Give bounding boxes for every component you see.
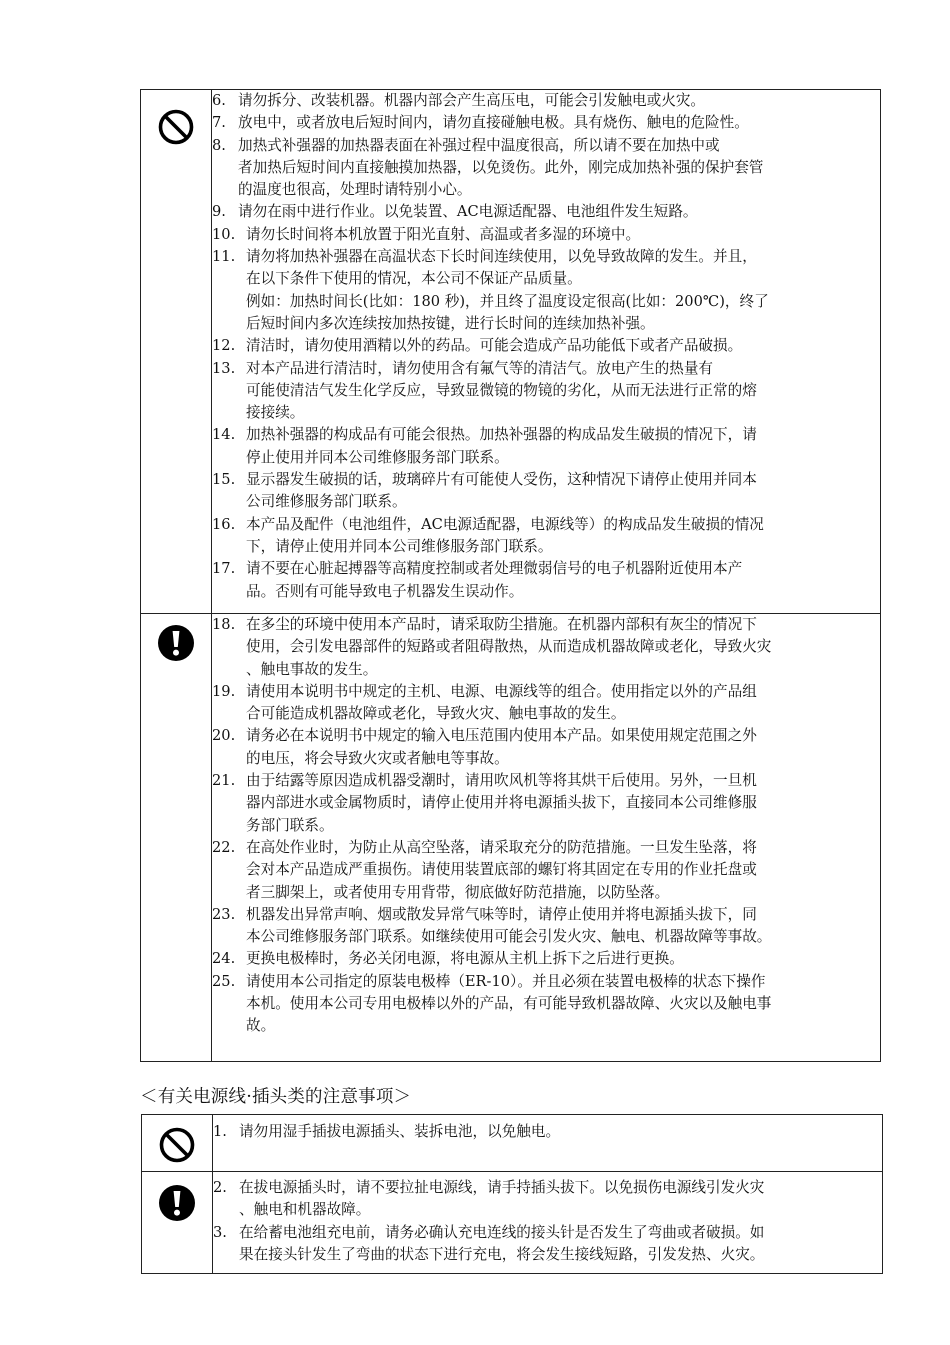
list-item <box>212 224 880 246</box>
item-text <box>246 469 880 514</box>
item-number: 20. <box>212 727 236 745</box>
list-item <box>212 246 880 335</box>
item-text-line: 器内部进水或金属物质时，请停止使用并将电源插头拔下，直接同本公司维修服 <box>246 794 757 812</box>
prohibit-list <box>212 90 880 603</box>
item-number: 21. <box>212 772 236 790</box>
item-text-line: 下，请停止使用并同本公司维修服务部门联系。 <box>246 537 553 555</box>
prohibit-text-cell <box>212 90 881 614</box>
prohibit-text-cell-2 <box>213 1115 883 1172</box>
list-item <box>212 90 880 112</box>
list-item <box>212 770 880 837</box>
list-item <box>212 514 880 559</box>
item-number: 1. <box>213 1123 227 1140</box>
item-text <box>246 224 880 246</box>
item-text-line: 的电压，将会导致火灾或者触电等事故。 <box>246 749 509 767</box>
item-text-line: 清洁时，请勿使用酒精以外的药品。可能会造成产品功能低下或者产品破损。 <box>246 337 743 355</box>
item-text-line: 例如：加热时间长(比如：180 秒)，并且终了温度设定很高(比如：200℃)，终了 <box>246 292 769 310</box>
item-number: 25. <box>212 972 236 990</box>
item-text-line: 接接续。 <box>246 404 305 422</box>
item-text <box>246 614 880 681</box>
item-number: 15. <box>212 471 236 489</box>
prohibit-row <box>141 90 881 614</box>
item-text-line: 在多尘的环境中使用本产品时，请采取防尘措施。在机器内部积有灰尘的情况下 <box>246 616 757 633</box>
item-text-line: 本公司维修服务部门联系。如继续使用可能会引发火灾、触电、机器故障等事故。 <box>246 928 772 946</box>
list-item <box>213 1177 882 1222</box>
item-text-line: 、触电和机器故障。 <box>239 1201 371 1219</box>
item-number: 19. <box>212 682 236 700</box>
item-number: 10. <box>212 225 236 243</box>
item-text-line: 后短时间内多次连续按加热按键，进行长时间的连续加热补强。 <box>246 314 655 332</box>
item-text-line: 者加热后短时间内直接触摸加热器，以免烫伤。此外，刚完成加热补强的保护套管 <box>238 158 764 176</box>
list-item <box>212 358 880 425</box>
list-item <box>212 904 880 949</box>
item-text <box>238 135 880 202</box>
item-text <box>239 1121 882 1143</box>
prohibit-list-2 <box>213 1121 882 1143</box>
item-text-line: 请勿拆分、改装机器。机器内部会产生高压电，可能会引发触电或火灾。 <box>238 92 706 109</box>
mandatory-text-cell <box>212 614 881 1062</box>
mandatory-row-2 <box>142 1172 883 1274</box>
list-item <box>212 112 880 134</box>
item-text <box>246 837 880 904</box>
item-text-line: 本产品及配件（电池组件，AC电源适配器，电源线等）的构成品发生破损的情况 <box>246 515 764 533</box>
item-number: 2. <box>213 1179 227 1196</box>
item-text-line: 品。否则有可能导致电子机器发生误动作。 <box>246 582 524 600</box>
item-text-line: 请勿用湿手插拔电源插头、装拆电池，以免触电。 <box>239 1123 561 1140</box>
item-text-line: 显示器发生破损的话，玻璃碎片有可能使人受伤，这种情况下请停止使用并同本 <box>246 471 757 489</box>
section-title: ＜有关电源线·插头类的注意事项＞ <box>140 1087 412 1107</box>
item-number: 7. <box>212 114 226 132</box>
list-item <box>212 135 880 202</box>
exclamation-icon <box>158 1184 196 1222</box>
item-text-line: 在给蓄电池组充电前，请务必确认充电连线的接头针是否发生了弯曲或者破损。如 <box>239 1223 765 1241</box>
item-number: 22. <box>212 838 236 856</box>
item-number: 12. <box>212 337 236 355</box>
prohibit-row-2 <box>142 1115 883 1172</box>
list-item <box>213 1121 882 1143</box>
mandatory-list <box>212 614 880 1038</box>
item-text-line: 在高处作业时，为防止从高空坠落，请采取充分的防范措施。一旦发生坠落，将 <box>246 838 757 856</box>
warning-table-2 <box>141 1114 883 1274</box>
list-item <box>212 971 880 1038</box>
item-text <box>246 558 880 603</box>
item-text-line: 在拔电源插头时，请不要拉扯电源线，请手持插头拔下。以免损伤电源线引发火灾 <box>239 1179 765 1196</box>
item-number: 16. <box>212 515 236 533</box>
list-item <box>212 837 880 904</box>
item-text <box>246 948 880 970</box>
mandatory-row <box>141 614 881 1062</box>
list-item <box>212 614 880 681</box>
item-text-line: 请务必在本说明书中规定的输入电压范围内使用本产品。如果使用规定范围之外 <box>246 727 757 745</box>
item-text-line: 在以下条件下使用的情况，本公司不保证产品质量。 <box>246 270 582 288</box>
item-number: 23. <box>212 905 236 923</box>
list-item <box>212 725 880 770</box>
item-number: 18. <box>212 616 236 633</box>
list-item <box>212 948 880 970</box>
item-number: 13. <box>212 359 236 377</box>
item-text-line: 请使用本说明书中规定的主机、电源、电源线等的组合。使用指定以外的产品组 <box>246 682 757 700</box>
prohibition-icon <box>157 108 195 146</box>
item-text-line: 加热补强器的构成品有可能会很热。加热补强器的构成品发生破损的情况下，请 <box>246 426 757 444</box>
item-number: 6. <box>212 92 226 109</box>
item-text-line: 、触电事故的发生。 <box>246 660 378 678</box>
item-text <box>246 971 880 1038</box>
item-text-line: 可能使清洁气发生化学反应，导致显微镜的物镜的劣化，从而无法进行正常的熔 <box>246 381 757 399</box>
item-text <box>239 1222 882 1267</box>
item-number: 17. <box>212 560 236 578</box>
item-number: 9. <box>212 203 226 221</box>
list-item <box>212 681 880 726</box>
item-text-line: 的温度也很高，处理时请特别小心。 <box>238 181 472 199</box>
prohibition-icon <box>158 1126 196 1164</box>
item-text-line: 停止使用并同本公司维修服务部门联系。 <box>246 448 509 466</box>
item-text-line: 公司维修服务部门联系。 <box>246 493 407 511</box>
item-text-line: 故。 <box>246 1017 276 1035</box>
item-text-line: 由于结露等原因造成机器受潮时，请用吹风机等将其烘干后使用。另外，一旦机 <box>246 772 757 790</box>
item-text <box>246 335 880 357</box>
item-text <box>246 681 880 726</box>
item-text-line: 务部门联系。 <box>246 816 334 834</box>
item-text-line: 机器发出异常声响、烟或散发异常气味等时，请停止使用并将电源插头拔下，同 <box>246 905 757 923</box>
item-text-line: 请勿将加热补强器在高温状态下长时间连续使用，以免导致故障的发生。并且， <box>246 248 757 266</box>
item-text <box>238 90 880 112</box>
item-number: 11. <box>212 248 236 266</box>
item-text <box>238 201 880 223</box>
item-number: 24. <box>212 950 236 968</box>
item-text <box>238 112 880 134</box>
prohibit-icon-cell-2 <box>142 1115 213 1172</box>
item-text-line: 者三脚架上，或者使用专用背带，彻底做好防范措施，以防坠落。 <box>246 883 670 901</box>
item-text <box>246 725 880 770</box>
list-item <box>212 201 880 223</box>
item-text-line: 更换电极棒时，务必关闭电源，将电源从主机上拆下之后进行更换。 <box>246 950 684 968</box>
item-text <box>239 1177 882 1222</box>
prohibit-icon-cell <box>141 90 212 614</box>
item-text-line: 果在接头针发生了弯曲的状态下进行充电，将会发生接线短路，引发发热、火灾。 <box>239 1245 765 1263</box>
item-text-line: 对本产品进行清洁时，请勿使用含有氟气等的清洁气。放电产生的热量有 <box>246 359 714 377</box>
item-text <box>246 424 880 469</box>
item-text <box>246 246 880 335</box>
exclamation-icon <box>157 624 195 662</box>
item-text-line: 请勿在雨中进行作业。以免装置、AC电源适配器、电池组件发生短路。 <box>238 203 698 221</box>
mandatory-text-cell-2 <box>213 1172 883 1274</box>
list-item <box>212 424 880 469</box>
item-text-line: 请使用本公司指定的原装电极棒（ER-10）。并且必须在装置电极棒的状态下操作 <box>246 972 766 990</box>
item-text-line: 会对本产品造成严重损伤。请使用装置底部的螺钉将其固定在专用的作业托盘或 <box>246 861 757 879</box>
list-item <box>213 1222 882 1267</box>
item-number: 3. <box>213 1223 227 1241</box>
item-text <box>246 770 880 837</box>
item-number: 8. <box>212 136 226 154</box>
item-text-line: 本机。使用本公司专用电极棒以外的产品，有可能导致机器故障、火灾以及触电事 <box>246 995 772 1013</box>
item-text <box>246 514 880 559</box>
item-text-line: 合可能造成机器故障或老化，导致火灾、触电事故的发生。 <box>246 705 626 723</box>
warning-table-1 <box>140 89 881 1062</box>
list-item <box>212 335 880 357</box>
item-text <box>246 904 880 949</box>
item-number: 14. <box>212 426 236 444</box>
item-text-line: 请不要在心脏起搏器等高精度控制或者处理微弱信号的电子机器附近使用本产 <box>246 560 743 578</box>
item-text-line: 放电中，或者放电后短时间内，请勿直接碰触电极。具有烧伤、触电的危险性。 <box>238 114 749 132</box>
mandatory-icon-cell-2 <box>142 1172 213 1274</box>
item-text-line: 请勿长时间将本机放置于阳光直射、高温或者多湿的环境中。 <box>246 225 641 243</box>
item-text-line: 使用，会引发电器部件的短路或者阻碍散热，从而造成机器故障或老化，导致火灾 <box>246 638 772 656</box>
item-text-line: 加热式补强器的加热器表面在补强过程中温度很高，所以请不要在加热中或 <box>238 136 720 154</box>
list-item <box>212 558 880 603</box>
mandatory-list-2 <box>213 1177 882 1266</box>
mandatory-icon-cell <box>141 614 212 1062</box>
item-text <box>246 358 880 425</box>
list-item <box>212 469 880 514</box>
